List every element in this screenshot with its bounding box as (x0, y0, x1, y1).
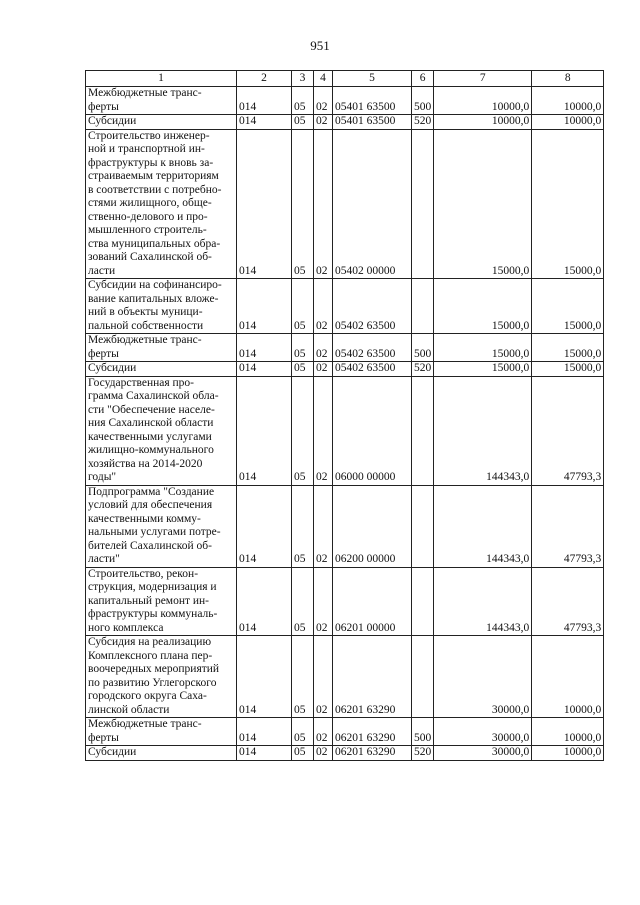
row-code: 014 (237, 129, 292, 279)
row-name: Субсидии (86, 362, 237, 377)
row-sum-2: 47793,3 (532, 376, 604, 485)
row-article: 05402 00000 (333, 129, 412, 279)
row-code: 014 (237, 718, 292, 746)
row-article: 05402 63500 (333, 334, 412, 362)
row-section: 05 (292, 376, 314, 485)
row-section: 05 (292, 129, 314, 279)
row-article: 06201 00000 (333, 567, 412, 636)
row-name: Подпрограмма "Создание условий для обеспечения качественными комму- нальными услугами потре- бителей Сахалинской об- ласти" (86, 485, 237, 567)
row-article: 06000 00000 (333, 376, 412, 485)
table-row (86, 334, 604, 362)
row-sum-1: 15000,0 (434, 362, 532, 377)
row-section: 05 (292, 718, 314, 746)
row-sum-2: 15000,0 (532, 334, 604, 362)
table-row (86, 746, 604, 761)
row-sum-2: 15000,0 (532, 279, 604, 334)
table-row (86, 87, 604, 115)
row-article: 05402 63500 (333, 279, 412, 334)
row-code: 014 (237, 567, 292, 636)
table-row (86, 636, 604, 718)
row-name: Субсидия на реализацию Комплексного плана пер- воочередных мероприятий по развитию Углегорского городского округа Саха- линской области (86, 636, 237, 718)
row-sum-1: 30000,0 (434, 718, 532, 746)
row-section: 05 (292, 485, 314, 567)
header-cell-2: 2 (237, 71, 292, 87)
row-section: 05 (292, 334, 314, 362)
row-section: 05 (292, 115, 314, 130)
row-subsection: 02 (314, 87, 333, 115)
row-subsection: 02 (314, 362, 333, 377)
header-cell-1: 1 (86, 71, 237, 87)
row-sum-2: 10000,0 (532, 636, 604, 718)
row-type: 520 (412, 115, 434, 130)
row-name: Строительство, рекон- струкция, модернизация и капитальный ремонт ин- фраструктуры коммуналь- ного комплекса (86, 567, 237, 636)
row-sum-2: 10000,0 (532, 87, 604, 115)
row-subsection: 02 (314, 115, 333, 130)
row-section: 05 (292, 279, 314, 334)
row-name: Субсидии (86, 746, 237, 761)
row-section: 05 (292, 567, 314, 636)
row-subsection: 02 (314, 746, 333, 761)
row-type (412, 636, 434, 718)
row-type (412, 279, 434, 334)
row-code: 014 (237, 485, 292, 567)
row-sum-1: 30000,0 (434, 636, 532, 718)
row-code: 014 (237, 115, 292, 130)
page-number: 951 (310, 38, 330, 53)
header-cell-6: 6 (412, 71, 434, 87)
row-sum-1: 30000,0 (434, 746, 532, 761)
row-sum-1: 144343,0 (434, 485, 532, 567)
row-sum-2: 10000,0 (532, 718, 604, 746)
row-subsection: 02 (314, 279, 333, 334)
row-article: 05401 63500 (333, 115, 412, 130)
row-subsection: 02 (314, 376, 333, 485)
table-row (86, 362, 604, 377)
header-row (86, 71, 604, 87)
row-type: 500 (412, 718, 434, 746)
table-row (86, 718, 604, 746)
row-code: 014 (237, 87, 292, 115)
row-name: Межбюджетные транс- ферты (86, 334, 237, 362)
row-name: Субсидии (86, 115, 237, 130)
row-section: 05 (292, 636, 314, 718)
row-type: 520 (412, 362, 434, 377)
row-subsection: 02 (314, 718, 333, 746)
table-row (86, 279, 604, 334)
row-article: 06201 63290 (333, 718, 412, 746)
row-sum-2: 47793,3 (532, 567, 604, 636)
row-type (412, 485, 434, 567)
row-sum-1: 10000,0 (434, 87, 532, 115)
row-sum-1: 144343,0 (434, 567, 532, 636)
header-cell-7: 7 (434, 71, 532, 87)
row-sum-1: 15000,0 (434, 279, 532, 334)
row-article: 06200 00000 (333, 485, 412, 567)
row-sum-1: 144343,0 (434, 376, 532, 485)
row-name: Государственная про- грамма Сахалинской обла- сти "Обеспечение населе- ния Сахалинской области качественными услугами жилищно-коммунального хозяйства на 2014-2020 годы" (86, 376, 237, 485)
row-sum-2: 15000,0 (532, 362, 604, 377)
row-subsection: 02 (314, 334, 333, 362)
row-article: 05402 63500 (333, 362, 412, 377)
row-sum-2: 10000,0 (532, 746, 604, 761)
row-type (412, 376, 434, 485)
header-cell-3: 3 (292, 71, 314, 87)
row-code: 014 (237, 362, 292, 377)
table-row (86, 376, 604, 485)
row-name: Межбюджетные транс- ферты (86, 718, 237, 746)
row-code: 014 (237, 636, 292, 718)
row-sum-1: 10000,0 (434, 115, 532, 130)
row-subsection: 02 (314, 636, 333, 718)
row-subsection: 02 (314, 567, 333, 636)
table-row (86, 129, 604, 279)
table-row (86, 567, 604, 636)
row-type (412, 567, 434, 636)
row-sum-2: 15000,0 (532, 129, 604, 279)
row-name: Межбюджетные транс- ферты (86, 87, 237, 115)
table-row (86, 485, 604, 567)
row-sum-2: 47793,3 (532, 485, 604, 567)
table-body (86, 87, 604, 761)
row-article: 06201 63290 (333, 746, 412, 761)
row-subsection: 02 (314, 485, 333, 567)
row-section: 05 (292, 746, 314, 761)
row-type: 500 (412, 87, 434, 115)
row-subsection: 02 (314, 129, 333, 279)
row-code: 014 (237, 279, 292, 334)
row-section: 05 (292, 362, 314, 377)
row-sum-2: 10000,0 (532, 115, 604, 130)
row-code: 014 (237, 376, 292, 485)
row-code: 014 (237, 746, 292, 761)
row-section: 05 (292, 87, 314, 115)
row-type: 520 (412, 746, 434, 761)
header-cell-5: 5 (333, 71, 412, 87)
row-type (412, 129, 434, 279)
row-type: 500 (412, 334, 434, 362)
row-sum-1: 15000,0 (434, 129, 532, 279)
table-row (86, 115, 604, 130)
header-cell-8: 8 (532, 71, 604, 87)
row-sum-1: 15000,0 (434, 334, 532, 362)
budget-table (85, 70, 604, 761)
row-article: 06201 63290 (333, 636, 412, 718)
row-article: 05401 63500 (333, 87, 412, 115)
row-code: 014 (237, 334, 292, 362)
row-name: Субсидии на софинансиро- вание капитальных вложе- ний в объекты муници- пальной собственности (86, 279, 237, 334)
row-name: Строительство инженер- ной и транспортной ин- фраструктуры к вновь за- страиваемым территориям в соответствии с потребно- стями жилищного, обще- ственно-делового и про- мышленного строитель- ства муниципальных обра- зований Сахалинской об- ласти (86, 129, 237, 279)
header-cell-4: 4 (314, 71, 333, 87)
